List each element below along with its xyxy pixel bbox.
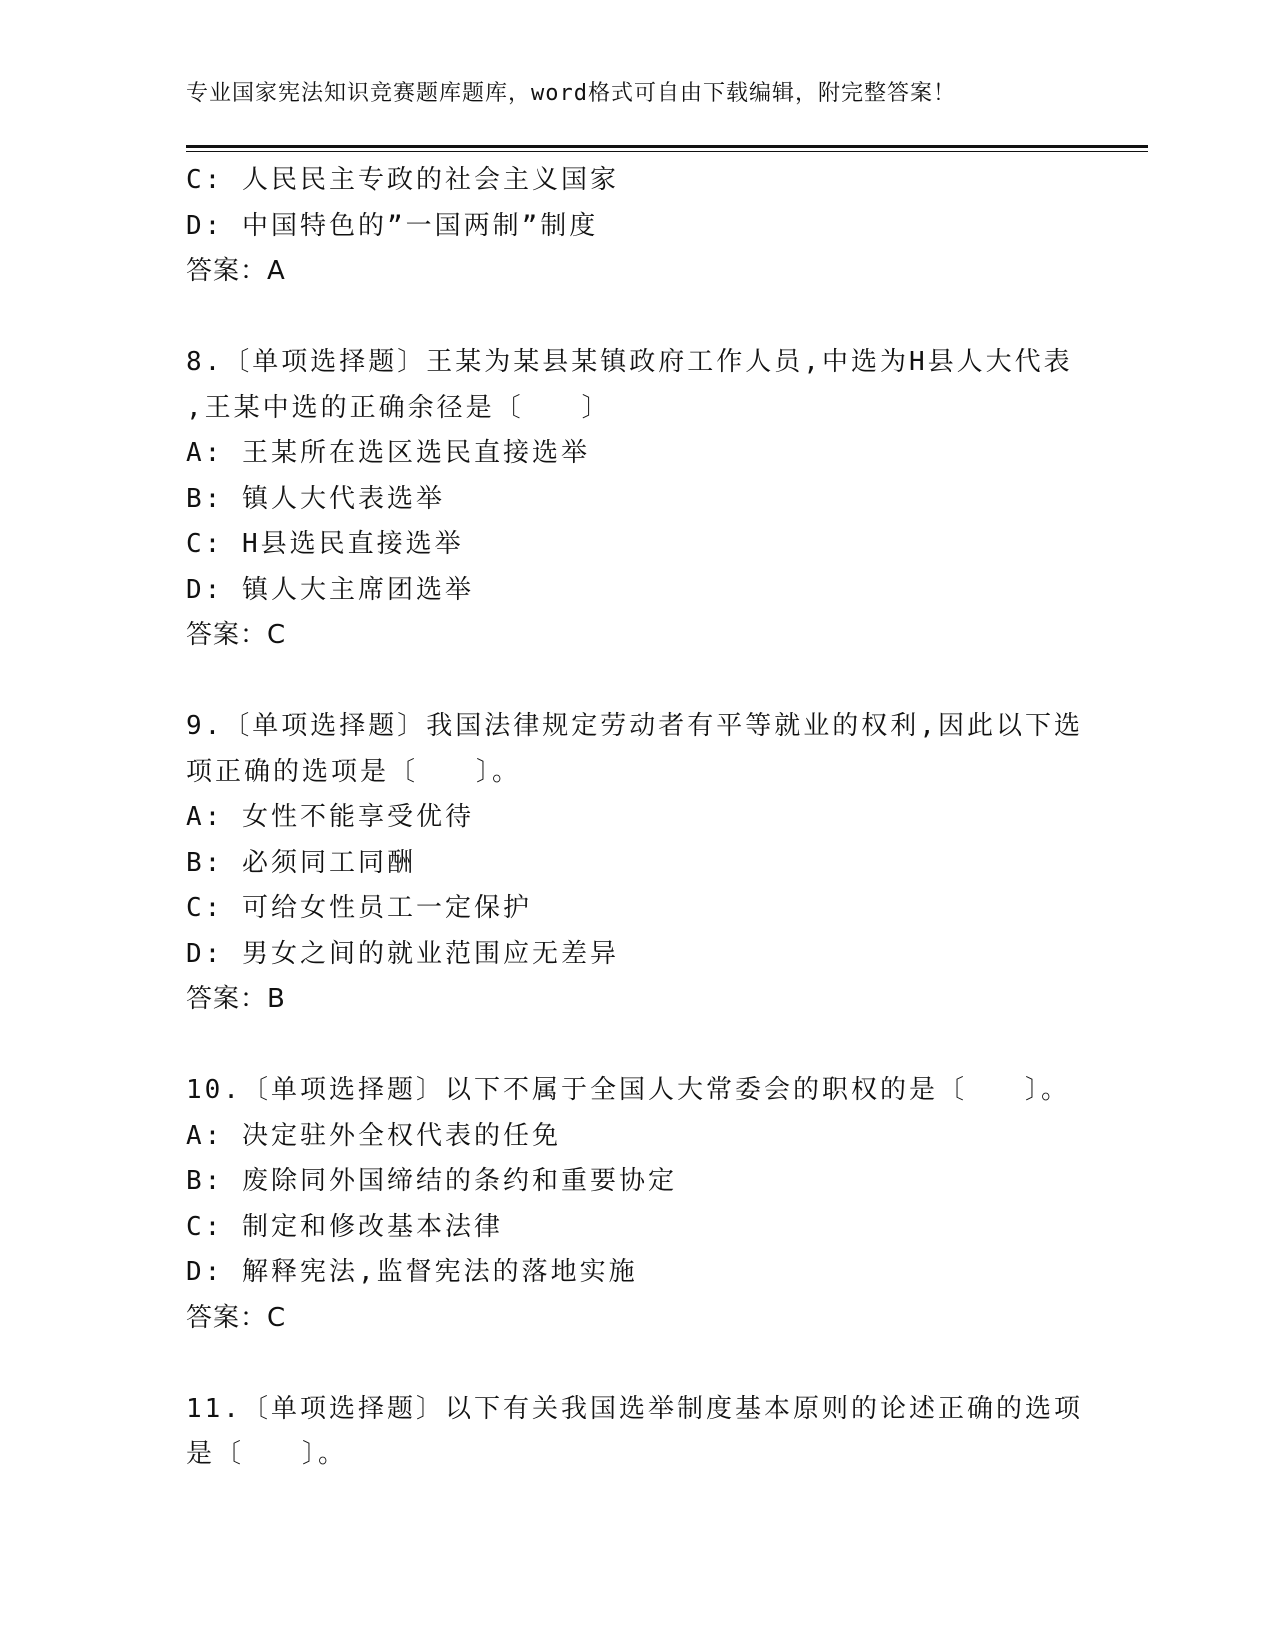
- option-d: D: 中国特色的”一国两制”制度: [186, 210, 599, 241]
- question-text: ,王某中选的正确余径是〔 〕: [186, 392, 611, 423]
- question-text: 11.〔单项选择题〕以下有关我国选举制度基本原则的论述正确的选项: [186, 1393, 1083, 1424]
- header-rule-thin: [186, 151, 1148, 152]
- spacer: [186, 295, 1086, 341]
- option-a: A: 女性不能享受优待: [186, 802, 474, 832]
- option-c: C: 制定和修改基本法律: [186, 1211, 503, 1242]
- option-c: C: 人民民主专政的社会主义国家: [186, 165, 619, 195]
- spacer: [186, 659, 1086, 705]
- option-d: D: 男女之间的就业范围应无差异: [186, 938, 619, 969]
- answer: 答案：B: [186, 984, 286, 1014]
- answer: 答案：C: [186, 620, 287, 650]
- spacer: [186, 1023, 1086, 1069]
- question-text: 是〔 〕。: [186, 1439, 348, 1469]
- option-a: A: 王某所在选区选民直接选举: [186, 438, 590, 468]
- header-rule-thick: [186, 145, 1148, 148]
- question-block-9: [186, 704, 1086, 1023]
- option-b: B: 必须同工同酬: [186, 847, 416, 878]
- option-c: C: H县选民直接选举: [186, 529, 464, 559]
- question-list: [186, 158, 1086, 1478]
- spacer: [186, 1341, 1086, 1387]
- question-text: 项正确的选项是〔 〕。: [186, 756, 522, 787]
- answer: 答案：A: [186, 256, 286, 286]
- option-b: B: 镇人大代表选举: [186, 483, 445, 514]
- question-block-8: [186, 340, 1086, 659]
- answer: 答案：C: [186, 1302, 287, 1333]
- page-header: 专业国家宪法知识竞赛题库题库，word格式可自由下载编辑，附完整答案！: [186, 81, 956, 106]
- question-block-10: [186, 1068, 1086, 1341]
- question-text: 9.〔单项选择题〕我国法律规定劳动者有平等就业的权利,因此以下选: [186, 711, 1083, 741]
- option-c: C: 可给女性员工一定保护: [186, 893, 532, 923]
- option-d: D: 镇人大主席团选举: [186, 574, 474, 605]
- option-d: D: 解释宪法,监督宪法的落地实施: [186, 1257, 638, 1287]
- option-b: B: 废除同外国缔结的条约和重要协定: [186, 1166, 677, 1196]
- question-text: 8.〔单项选择题〕王某为某县某镇政府工作人员,中选为H县人大代表: [186, 347, 1073, 377]
- option-a: A: 决定驻外全权代表的任免: [186, 1120, 561, 1151]
- prev-question-block: [186, 158, 1086, 295]
- question-block-11: [186, 1387, 1086, 1478]
- question-text: 10.〔单项选择题〕以下不属于全国人大常委会的职权的是〔 〕。: [186, 1075, 1070, 1105]
